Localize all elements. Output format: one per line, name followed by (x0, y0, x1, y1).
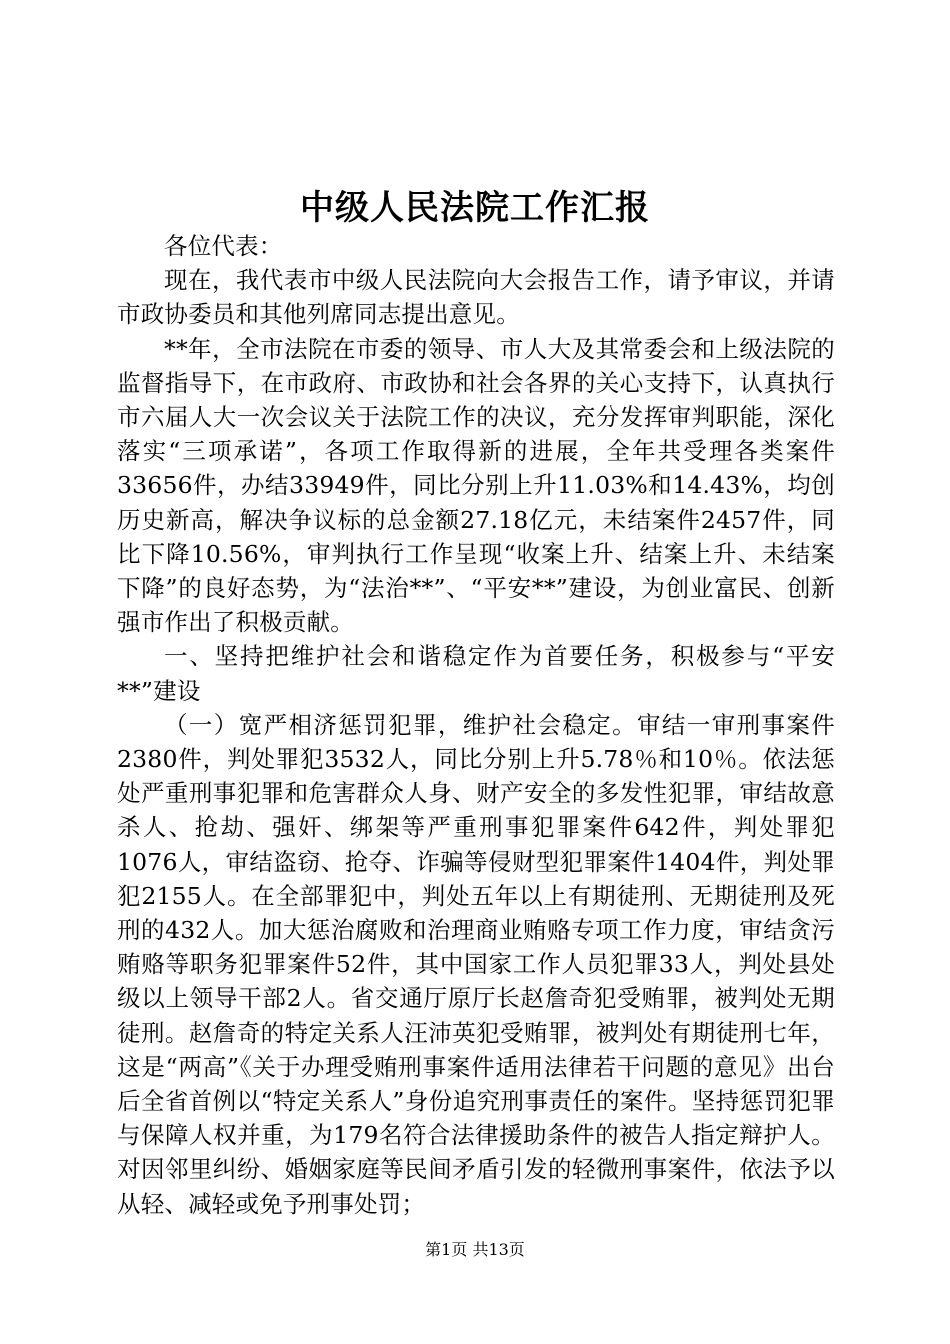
intro-paragraph: 现在，我代表市中级人民法院向大会报告工作，请予审议，并请市政协委员和其他列席同志提出意见。 (117, 266, 835, 329)
section-heading-1: 一、坚持把维护社会和谐稳定作为首要任务，积极参与“平安**”建设 (117, 642, 835, 705)
salutation-paragraph: 各位代表： (164, 232, 283, 260)
summary-paragraph: **年，全市法院在市委的领导、市人大及其常委会和上级法院的监督指导下，在市政府、市政协和社会各界的关心支持下，认真执行市六届人大一次会议关于法院工作的决议，充分发挥审判职能，深化落实“三项承诺”，各项工作取得新的进展，全年共受理各类案件33656件，办结33949件，同比分别上升11.03%和14.43%，均创历史新高，解决争议标的总金额27.18亿元，未结案件2457件，同比下降10.56%，审判执行工作呈现“收案上升、结案上升、未结案下降”的良好态势，为“法治**”、“平安**”建设，为创业富民、创新强市作出了积极贡献。 (117, 334, 835, 637)
subsection-paragraph-1: （一）宽严相济惩罚犯罪，维护社会稳定。审结一审刑事案件2380件，判处罪犯3532人，同比分别上升5.78％和10％。依法惩处严重刑事犯罪和危害群众人身、财产安全的多发性犯罪，审结故意杀人、抢劫、强奸、绑架等严重刑事犯罪案件642件，判处罪犯1076人，审结盗窃、抢夺、诈骗等侵财型犯罪案件1404件，判处罪犯2155人。在全部罪犯中，判处五年以上有期徒刑、无期徒刑及死刑的432人。加大惩治腐败和治理商业贿赂专项工作力度，审结贪污贿赂等职务犯罪案件52件，其中国家工作人员犯罪33人，判处县处级以上领导干部2人。省交通厅原厅长赵詹奇犯受贿罪，被判处无期徒刑。赵詹奇的特定关系人汪沛英犯受贿罪，被判处有期徒刑七年，这是“两高”《关于办理受贿刑事案件适用法律若干问题的意见》出台后全省首例以“特定关系人”身份追究刑事责任的案件。坚持惩罚犯罪与保障人权并重，为179名符合法律援助条件的被告人指定辩护人。对因邻里纠纷、婚姻家庭等民间矛盾引发的轻微刑事案件，依法予以从轻、减轻或免予刑事处罚； (117, 710, 835, 1218)
document-title: 中级人民法院工作汇报 (300, 188, 650, 228)
document-body (117, 229, 835, 1221)
page-footer: 第1页 共13页 (425, 1240, 525, 1259)
